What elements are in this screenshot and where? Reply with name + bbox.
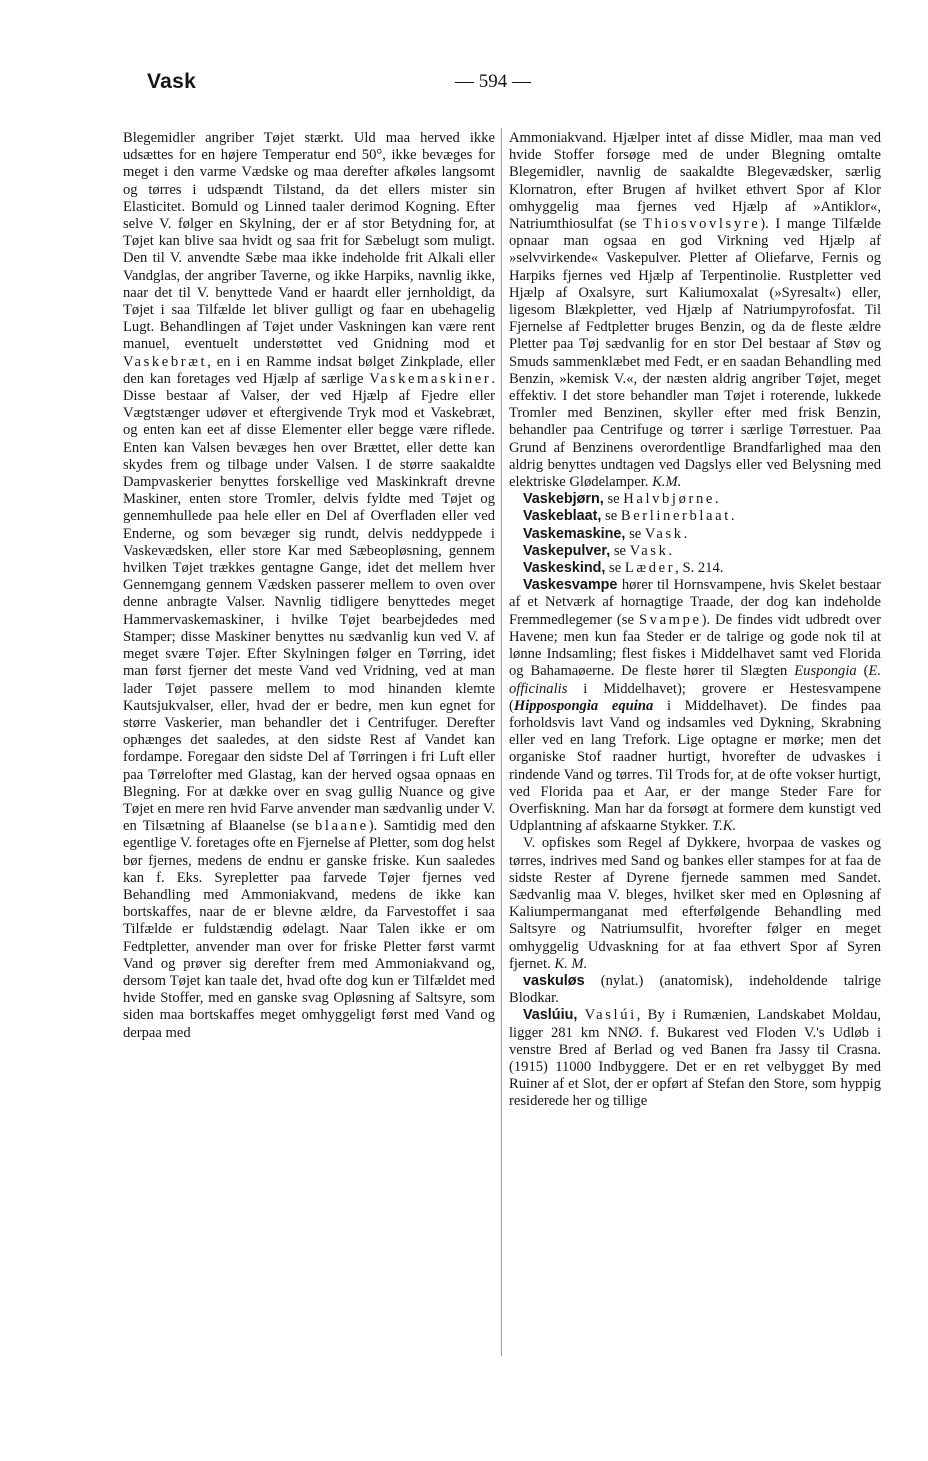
text-run — [514, 698, 653, 714]
text-run: se — [603, 491, 624, 508]
left-column — [123, 130, 495, 1042]
text-run: ). I mange Tilfælde opnaar man ogsaa en god Virkning ved Hjælp af »selvvirkende« Vaskepulver. Pletter af Oliefarve, Fernis og Harpiks fjernes ved Hjælp af Terpentinolie. Rustpletter ved Hjælp af Oxalsyre, surt Kaliumoxalat (»Syresalt«) eller, ligesom Blækpletter, ved Hjælp af Natriumpyrofosfat. Til Fjernelse af Fedtpletter bruges Benzin, og da de fleste ældre Pletter paa Tøj sædvanlig for en stor Del bestaar af Støv og Smuds sammenklæbet med Fedt, er en saadan Behandling med Benzin, »kemisk V.«, der næsten aldrig angriber Tøjet, meget effektiv. I det store behandler man Tøjet i roterende, lukkede Tromler med Benzinen, skyller efter med frisk Benzin, behandler paa Centrifuge og tørrer i særlige Tørrestuer. Paa Grund af Benzinens overordentlige Brandfarlighed maa den aldrig benyttes undtagen ved Dagslys eller ved Belysning med elektriske Glødelamper. — [509, 216, 881, 491]
text-run: se — [610, 542, 630, 559]
text-run: (nylat.) (anatomisk), indeholdende talrige Blodkar. — [509, 972, 881, 1007]
author-signature: K.M. — [652, 474, 682, 491]
page-header-word: Vask — [147, 70, 197, 93]
text-run: ). De findes vidt udbredt over Havene; men kun faa Steder er de talrige og gode nok til at lønne Indsamling; flest fiskes i Middelhavet samt ved Florida og Bahamaøerne. De fleste hører til Slægten — [509, 611, 881, 680]
headword: Vaskesvampe — [523, 577, 618, 594]
entry-vaskesvampe — [509, 577, 881, 835]
entry-vaskulos — [509, 973, 881, 1007]
text-run: Svampe — [638, 611, 702, 628]
text-run: Halvbjørne — [623, 491, 715, 508]
text-run: Ammoniakvand. Hjælper intet af disse Midler, maa man ved hvide Stoffer forsøge med de under Blegning omtalte Blegemidler, navnlig de saakaldte Blegevædsker, særlig Klornatron, efter Brugen af hvilket ethvert Spor af Klor omhyggelig maa fjernes ved Hjælp af »Antiklor«, Natriumthiosulfat (se — [509, 130, 881, 233]
text-run: i Middelhavet). De findes paa forholdsvis lavt Vand og indsamles ved Dykning, Skrabning eller ved en lang Trefork. Lige optagne er mørke; men det organiske Stof raadner hurtigt, hvorefter de udvaskes i rindende Vand og tørres. Til Trods for, at de ofte vokser hurtigt, ved Florida paa et Aar, er der mange Steder Fare for Overfiskning. Man har da forsøgt at formere dem kunstigt ved Udplantning af afskaarne Stykker. — [509, 697, 881, 835]
headword: vaskuløs — [523, 972, 585, 989]
text-run: E. officinalis — [509, 663, 882, 697]
text-run: se — [625, 525, 645, 542]
headword: Vaskemaskine, — [523, 525, 626, 542]
text-run: . Disse bestaar af Valser, der ved Hjælp af Fjedre eller Vægtstænger udøver et eftergivende Tryk mod et Vaskebræt, og enten kan eet af disse Elementer eller begge være riflede. Enten kan Valsen bevæges hen over Brættet, eller dette kan skydes frem og tilbage under Valsen. I de større saakaldte Dampvaskerier benyttes forskellige ved Maskinkraft drevne Maskiner, enten store Tromler, delvis fyldte med Tøjet og gennemhullede paa hele eller en Del af Overfladen eller ved Enderne, og som bevæger sig rundt, delvis neddyppede i Vaskevædsken, eller store Kar med Sæbeopløsning, gennem hvilken Tøjet trækkes gentagne Gange, idet det mellem hver Gennemgang gennem Vædsken passerer mellem to oven over denne anbragte Valser. Navnlig tidligere benyttedes meget Hammervaskemaskiner, i hvilke Tøjet bearbejdedes med Stamper; disse Maskiner benyttes nu sædvanlig kun ved V. af meget svære Tøjer. Efter Skylningen følger en Tørring, idet man først fjerner det meste Vand ved Vridning, ved at man lader Tøjet passere mellem to mod hinanden klemte Kautsjukvalser, eller, hvad der er bedre, men kun egnet for større Vaskerier, man behandler det i Centrifuger. Derefter ophænges det saaledes, at den sidste Rest af Vandet kan fordampe. Foregaar den sidste Del af Tørringen i fri Luft eller paa Tørrelofter med Glastag, kan der herved ogsaa opnaas en Blegning. For at dække over en svag gullig Nuance og give Tøjet en mere ren hvid Farve anvender man sædvanlig under V. en Tilsætning af Blaanelse (se — [123, 370, 495, 835]
page-number: — 594 — — [455, 71, 531, 92]
headword: Vaskeskind, — [523, 560, 606, 577]
text-run: Læder — [624, 560, 676, 577]
entry-vasluiu — [509, 1007, 881, 1110]
entry-vaskemaskine — [509, 526, 881, 543]
text-run: Vask — [644, 525, 684, 542]
text-run: . — [714, 491, 719, 508]
column-divider — [501, 128, 502, 1356]
text-run: Vask — [629, 542, 669, 559]
text-run: Vaskemaskiner — [369, 370, 492, 387]
text-run: se — [605, 560, 625, 577]
text-run: hører til Hornsvampene, hvis Skelet bestaar af et Netværk af hornagtige Traade, der dog kan indeholde Fremmedlegemer (se — [509, 577, 881, 628]
entry-vaskeblaat — [509, 508, 881, 525]
entry-vaskepulver — [509, 543, 881, 560]
text-run: ( — [856, 663, 869, 680]
text-run: ). Samtidig med den egentlige V. foretages ofte en Fjernelse af Pletter, som dog helst bør fjernes, medens de endnu er ganske friske. Kun saaledes kan f. Eks. Syrepletter paa farvede Tøjer fjernes ved Behandling med Ammoniakvand, medens de ikke kan bortskaffes, naar de er blevne ældre, da Farvestoffet i saa Tilfælde er fuldstændig ødelagt. Naar Talen ikke er om Fedtpletter, anvender man over for friske Pletter først varmt Vand og prøver sig derefter frem med Ammoniakvand og, dersom Tøjet kan taale det, hvad ofte dog kun er Tilfældet med hvide Stoffer, med en ganske svag Opløsning af Saltsyre, som siden maa bortskaffes meget omhyggeligt først med Vand og derpaa med — [123, 818, 496, 1041]
paragraph — [509, 130, 881, 491]
text-run: . — [668, 542, 673, 559]
paragraph — [509, 835, 881, 973]
text-run: , en i en Ramme indsat bølget Zinkplade, eller den kan foretages ved Hjælp af særlige — [123, 353, 495, 387]
text-run: , By i Rumænien, Landskabet Moldau, ligger 281 km NNØ. f. Bukarest ved Floden V.'s Udløb i venstre Bred af Berlad og ved Banen fra Jassy til Crasna. (1915) 11000 Indbyggere. Det er en ret velbygget By med Ruiner af et Slot, der er opført af Stefan den Store, som hyppig residerede her og tillige — [509, 1007, 881, 1110]
text-run: i Middelhavet); grovere er Hestesvampene ( — [509, 680, 881, 714]
text-run: Thiosvovlsyre — [642, 216, 761, 233]
text-run: V. opfiskes som Regel af Dykkere, hvorpaa de vaskes og tørres, indrives med Sand og bankes eller stampes for at faa de sidste Rester af Dyrene fjernede sammen med Sandet. Sædvanlig maa V. bleges, hvilket sker med en Opløsning af Kaliumpermanganat med efterfølgende Behandling med Saltsyre og Natriumsulfit, hvorefter følger en meget omhyggelig Udvaskning for at faa ethvert Spor af Syren fjernet. — [509, 835, 881, 972]
entry-vaskeskind — [509, 560, 881, 577]
text-run: Berlinerblaat — [620, 508, 731, 525]
text-run: Blegemidler angriber Tøjet stærkt. Uld maa herved ikke udsættes for en højere Temperatur end 50°, ikke bevæges for meget i den varme Vædske og maa derefter afkøles langsomt og tørres i udspændt Tilstand, da det ellers mister sin Elasticitet. Bomuld og Linned taaler derimod Kogning. Efter selve V. følger en Skylning, der er af stor Betydning for, at Tøjet kan blive saa hvidt og saa frit for Sæbelugt som muligt. Den til V. anvendte Sæbe maa ikke indeholde frit Alkali eller Vandglas, der angriber Taverne, og ikke Harpiks, navnlig ikke, naar det til V. benyttede Vand er haardt eller jernholdigt, da Tøjet i saa Tilfælde let bliver gulligt og faar en ubehagelig Lugt. Behandlingen af Tøjet under Vaskningen kan være rent manuel, eventuelt understøttet ved Gnidning mod et — [123, 130, 495, 353]
text-run: . — [683, 525, 688, 542]
text-run: Hippospongia equina — [513, 697, 654, 714]
headword: Vaskeblaat, — [523, 508, 602, 525]
text-run: , S. 214. — [675, 560, 724, 577]
author-signature: T.K. — [712, 818, 737, 835]
entry-vaskebjorn — [509, 491, 881, 508]
author-signature: K. M. — [554, 955, 588, 972]
text-run: . — [730, 508, 735, 525]
headword: Vaskepulver, — [523, 542, 611, 559]
text-run: Vaslúi — [584, 1007, 637, 1024]
headword: Vaslúiu, — [523, 1007, 578, 1024]
text-run: Vaskebræt — [123, 353, 208, 370]
headword: Vaskebjørn, — [523, 491, 604, 508]
right-column — [509, 130, 881, 1111]
text-run: Euspongia — [794, 663, 857, 680]
text-run: blaane — [315, 818, 369, 835]
text-run: se — [601, 508, 621, 525]
paragraph — [123, 130, 495, 1042]
